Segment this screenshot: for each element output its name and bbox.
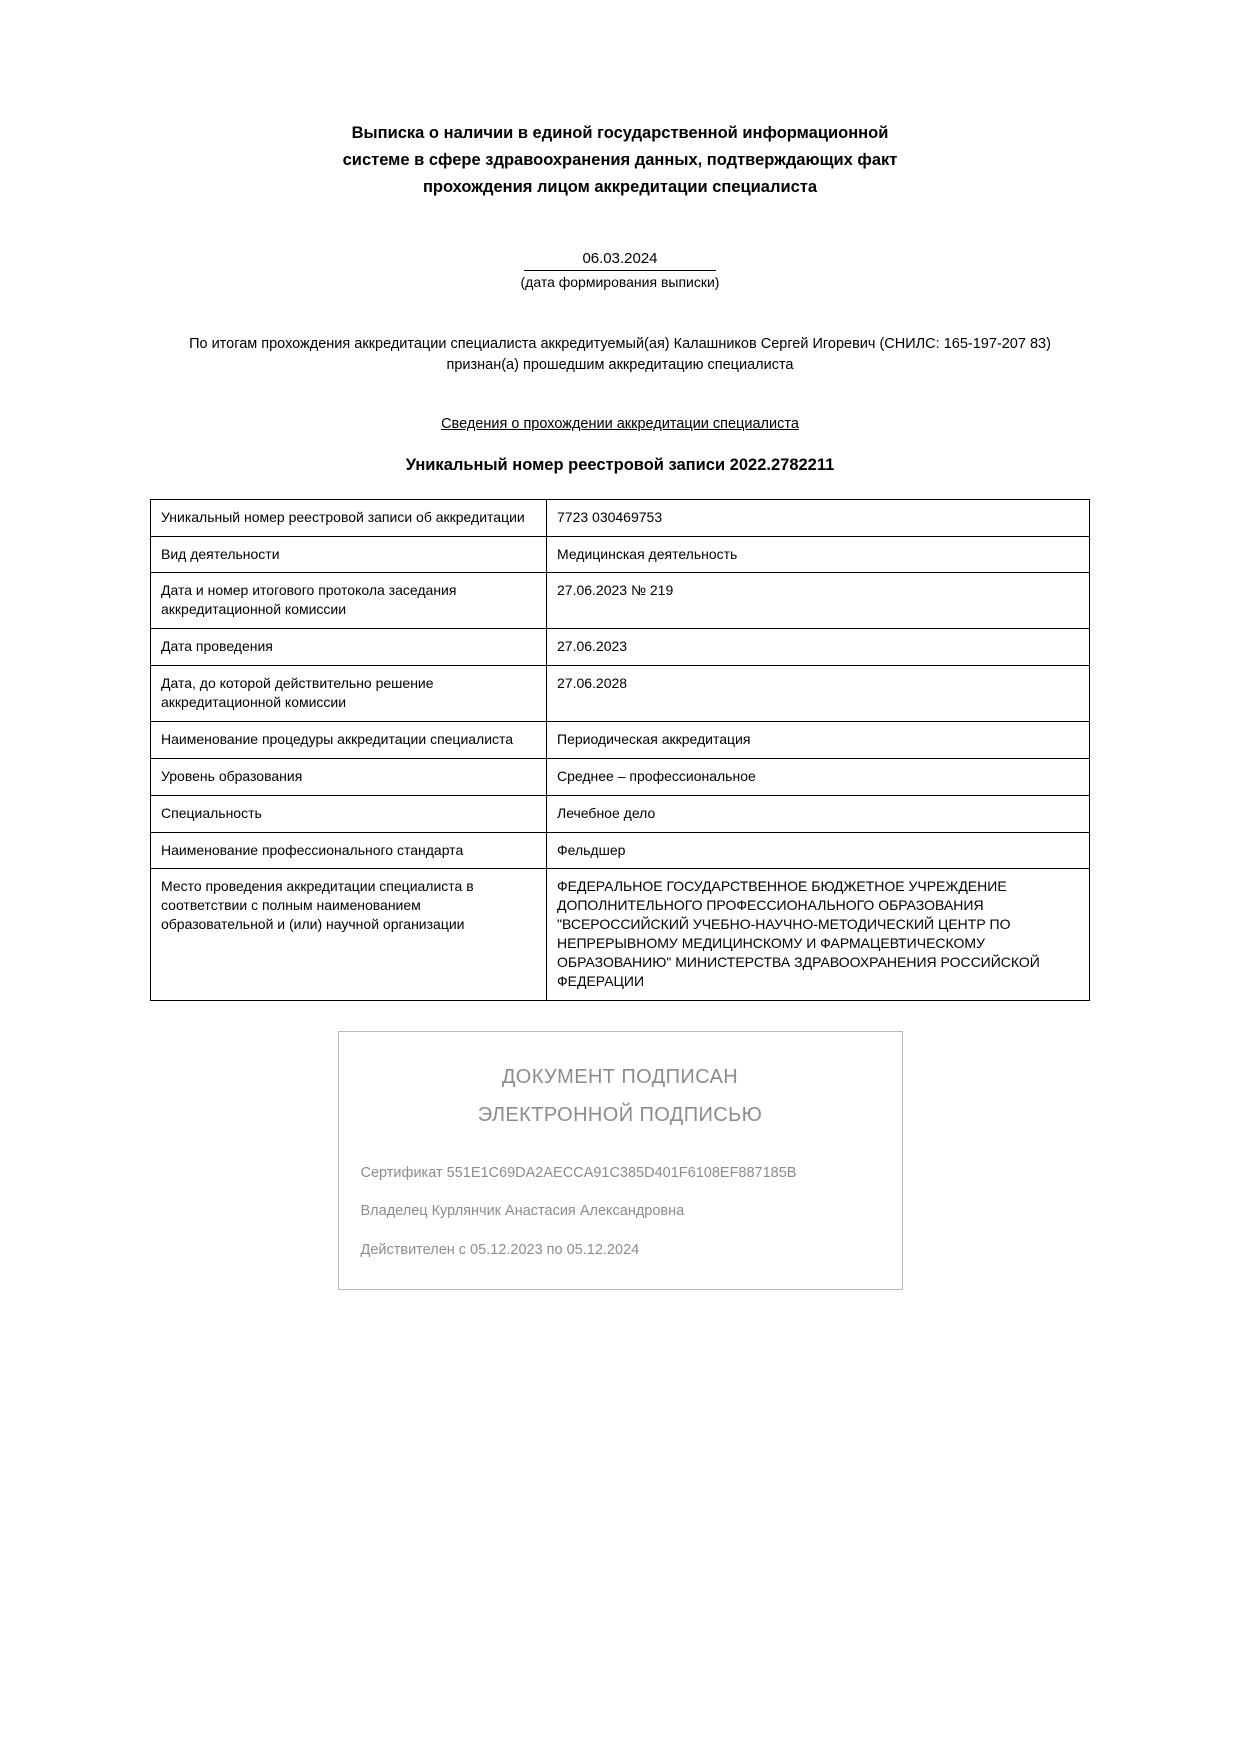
signature-details bbox=[361, 1164, 880, 1261]
table-cell-label: Вид деятельности bbox=[151, 536, 547, 573]
table-cell-label: Наименование процедуры аккредитации специалиста bbox=[151, 721, 547, 758]
table-cell-value: Среднее – профессиональное bbox=[547, 758, 1090, 795]
table-row bbox=[151, 666, 1090, 722]
table-cell-value: Фельдшер bbox=[547, 832, 1090, 869]
electronic-signature-stamp bbox=[338, 1031, 903, 1290]
table-row bbox=[151, 832, 1090, 869]
page-title-line-3: прохождения лицом аккредитации специалиста bbox=[422, 178, 818, 197]
intro-line-2: признан(а) прошедшим аккредитацию специалиста bbox=[446, 356, 794, 373]
table-cell-label: Уникальный номер реестровой записи об аккредитации bbox=[151, 499, 547, 536]
page-title bbox=[300, 120, 940, 202]
signature-title bbox=[361, 1058, 880, 1134]
formation-date-caption: (дата формирования выписки) bbox=[520, 273, 720, 290]
table-cell-value: Лечебное дело bbox=[547, 795, 1090, 832]
signature-title-line-2: ЭЛЕКТРОННОЙ ПОДПИСЬЮ bbox=[477, 1103, 763, 1126]
intro-paragraph bbox=[150, 334, 1090, 376]
signature-validity: Действителен с 05.12.2023 по 05.12.2024 bbox=[360, 1241, 640, 1258]
signature-owner: Владелец Курлянчик Анастасия Александровна bbox=[360, 1203, 685, 1220]
table-cell-label: Уровень образования bbox=[151, 758, 547, 795]
table-cell-label: Специальность bbox=[151, 795, 547, 832]
table-cell-value: ФЕДЕРАЛЬНОЕ ГОСУДАРСТВЕННОЕ БЮДЖЕТНОЕ УЧРЕЖДЕНИЕ ДОПОЛНИТЕЛЬНОГО ПРОФЕССИОНАЛЬНОГО ОБРАЗОВАНИЯ "ВСЕРОССИЙСКИЙ УЧЕБНО-НАУЧНО-МЕТОДИЧЕСКИЙ ЦЕНТР ПО НЕПРЕРЫВНОМУ МЕДИЦИНСКОМУ И ФАРМАЦЕВТИЧЕСКОМУ ОБРАЗОВАНИЮ" МИНИСТЕРСТВА ЗДРАВООХРАНЕНИЯ РОССИЙСКОЙ ФЕДЕРАЦИИ bbox=[547, 869, 1090, 1000]
table-row bbox=[151, 721, 1090, 758]
signature-title-line-1: ДОКУМЕНТ ПОДПИСАН bbox=[501, 1065, 739, 1088]
signature-stamp-wrapper bbox=[150, 1031, 1090, 1290]
table-cell-value: 27.06.2028 bbox=[547, 666, 1090, 722]
table-row bbox=[151, 869, 1090, 1000]
table-cell-value: 27.06.2023 № 219 bbox=[547, 573, 1090, 629]
intro-line-1: По итогам прохождения аккредитации специалиста аккредитуемый(ая) Калашников Сергей Игоревич (СНИЛС: 165-197-207 83) bbox=[189, 335, 1051, 352]
table-cell-value: Медицинская деятельность bbox=[547, 536, 1090, 573]
table-row bbox=[151, 536, 1090, 573]
table-cell-label: Дата и номер итогового протокола заседания аккредитационной комиссии bbox=[151, 573, 547, 629]
section-heading bbox=[150, 416, 1090, 432]
table-row bbox=[151, 573, 1090, 629]
formation-date-block bbox=[150, 250, 1090, 290]
table-cell-label: Дата проведения bbox=[151, 629, 547, 666]
table-cell-value: 27.06.2023 bbox=[547, 629, 1090, 666]
table-row bbox=[151, 758, 1090, 795]
table-cell-label: Дата, до которой действительно решение аккредитационной комиссии bbox=[151, 666, 547, 722]
registry-number: Уникальный номер реестровой записи 2022.2782211 bbox=[405, 455, 835, 474]
table-row bbox=[151, 629, 1090, 666]
table-row bbox=[151, 499, 1090, 536]
page-title-line-1: Выписка о наличии в единой государственной информационной bbox=[351, 124, 889, 142]
page-title-line-2: системе в сфере здравоохранения данных, подтверждающих факт bbox=[342, 151, 898, 170]
signature-certificate: Сертификат 551E1C69DA2AECCA91C385D401F6108EF887185B bbox=[360, 1164, 797, 1181]
formation-date-value: 06.03.2024 bbox=[524, 250, 715, 271]
table-row bbox=[151, 795, 1090, 832]
table-cell-value: Периодическая аккредитация bbox=[547, 721, 1090, 758]
table-cell-label: Наименование профессионального стандарта bbox=[151, 832, 547, 869]
section-heading-text: Сведения о прохождении аккредитации специалиста bbox=[441, 415, 799, 432]
accreditation-info-table bbox=[150, 499, 1090, 1001]
table-cell-value: 7723 030469753 bbox=[547, 499, 1090, 536]
table-cell-label: Место проведения аккредитации специалиста в соответствии с полным наименованием образовательной и (или) научной организации bbox=[151, 869, 547, 1000]
